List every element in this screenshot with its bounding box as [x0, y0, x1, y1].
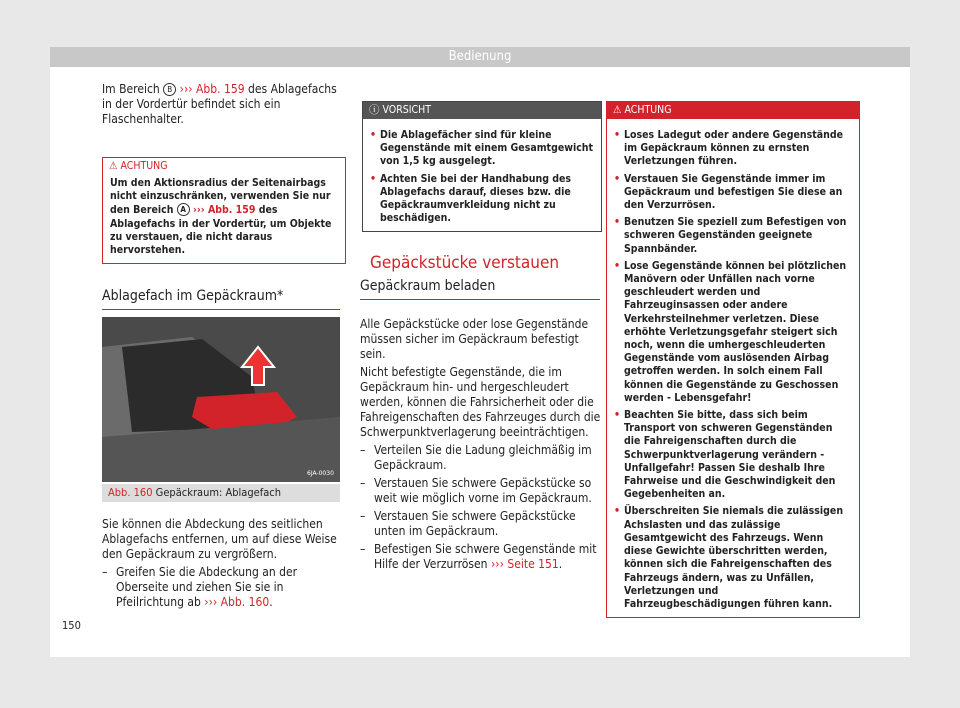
figure-number: Abb. 160	[108, 486, 153, 499]
paragraph: Nicht befestigte Gegenstände, die im Gepäckraum hin- und hergeschleudert werden, können die Fahrsicherheit oder die Fahreigenschaften des Fahrzeuges durch die Schwerpunktverlagerung beeinträchtigen.	[360, 365, 601, 439]
step-item: – Greifen Sie die Abdeckung an der Oberseite und ziehen Sie sie in Pfeilrichtung ab ››› Abb. 160.	[102, 565, 346, 610]
caution-header: ⓘ VORSICHT	[363, 102, 601, 119]
info-icon: ⓘ	[369, 104, 380, 116]
paragraph: Alle Gepäckstücke oder lose Gegenstände müssen sicher im Gepäckraum befestigt sein.	[360, 317, 589, 361]
col1-body	[102, 517, 346, 610]
section-heading: Gepäckstücke verstauen	[370, 253, 560, 273]
col2-body	[360, 317, 604, 572]
figure-code: 6JA-0030	[307, 470, 334, 477]
step-item: – Verstauen Sie schwere Gepäckstücke unten im Gepäckraum.	[360, 509, 604, 539]
warning-item: • Überschreiten Sie niemals die zulässigen Achslasten und das zulässige Gesamtgewicht des Fahrzeugs. Wenn diese Gewichte überschritten werden, können sich die Fahreigenschaften des Fahrzeugs ändern, was zu Unfällen, Verletzungen und Fahrzeugbeschädigungen führen kann.	[614, 505, 852, 611]
intro-paragraph: Im Bereich B ››› Abb. 159 des Ablagefachs in der Vordertür befindet sich ein Flaschenhalter.	[102, 82, 337, 126]
trunk-illustration	[102, 317, 340, 482]
warning-header: ⚠ ACHTUNG	[103, 158, 345, 175]
header-title: Bedienung	[448, 49, 512, 64]
figure-caption: Abb. 160 Gepäckraum: Ablagefach	[102, 484, 340, 502]
manual-page	[50, 47, 910, 657]
figure-link[interactable]: ››› Abb. 160	[204, 595, 270, 609]
column-1	[102, 82, 346, 127]
warning-triangle-icon: ⚠	[613, 104, 622, 116]
page-header	[50, 47, 910, 67]
warning-item: • Verstauen Sie Gegenstände immer im Gepäckraum und befestigen Sie diese an den Verzurrösen.	[614, 173, 852, 213]
warning-header: ⚠ ACHTUNG	[607, 102, 859, 119]
warning-item: • Benutzen Sie speziell zum Befestigen von schweren Gegenständen geeignete Spannbänder.	[614, 216, 852, 256]
figure-link[interactable]: ››› Abb. 159	[179, 82, 245, 96]
trunk-compartment-image	[102, 317, 340, 482]
step-item: – Befestigen Sie schwere Gegenstände mit Hilfe der Verzurrösen ››› Seite 151.	[360, 542, 604, 572]
subsection-heading: Gepäckraum beladen	[360, 277, 600, 300]
figure-link[interactable]: ››› Abb. 159	[193, 204, 256, 217]
step-item: – Verstauen Sie schwere Gepäckstücke so weit wie möglich vorne im Gepäckraum.	[360, 476, 604, 506]
warning-box-2	[606, 101, 860, 618]
badge-b: B	[163, 83, 176, 96]
page-number: 150	[62, 619, 81, 632]
caution-item: • Achten Sie bei der Handhabung des Ablagefachs darauf, dieses bzw. die Gepäckraumverkleidung nicht zu beschädigen.	[370, 173, 594, 226]
warning-item: • Lose Gegenstände können bei plötzlichen Manövern oder Unfällen nach vorne geschleudert werden und Fahrzeuginsassen oder andere Verkehrsteilnehmer verletzen. Diese erhöhte Verletzungsgefahr steigert sich noch, wenn die umhergeschleuderten Gegenstände vom auslösenden Airbag getroffen werden. In solch einem Fall können die Gegenstände zu Geschossen werden - Lebensgefahr!	[614, 260, 852, 405]
page-link[interactable]: ››› Seite 151	[490, 557, 559, 571]
caution-item: • Die Ablagefächer sind für kleine Gegenstände mit einem Gesamtgewicht von 1,5 kg ausgelegt.	[370, 129, 594, 169]
warning-item: • Beachten Sie bitte, dass sich beim Transport von schweren Gegenständen die Fahreigenschaften durch die Schwerpunktverlagerung verändern - Unfallgefahr! Passen Sie deshalb Ihre Fahrweise und die Geschwindigkeit den Gegebenheiten an.	[614, 409, 852, 501]
section-title: Ablagefach im Gepäckraum*	[102, 287, 340, 310]
warning-box-1: ⚠ ACHTUNG Um den Aktionsradius der Seitenairbags nicht einzuschränken, verwenden Sie nur den Bereich A ››› Abb. 159 des Ablagefachs in der Vordertür, um Objekte zu verstauen, die nicht daraus hervorstehen.	[102, 157, 346, 264]
paragraph: Sie können die Abdeckung des seitlichen Ablagefachs entfernen, um auf diese Weise den Gepäckraum zu vergrößern.	[102, 517, 337, 561]
badge-a: A	[177, 203, 190, 216]
step-item: – Verteilen Sie die Ladung gleichmäßig im Gepäckraum.	[360, 443, 604, 473]
warning-item: • Loses Ladegut oder andere Gegenstände im Gepäckraum können zu ernsten Verletzungen führen.	[614, 129, 852, 169]
warning-triangle-icon: ⚠	[109, 160, 118, 172]
caution-box	[362, 101, 602, 232]
